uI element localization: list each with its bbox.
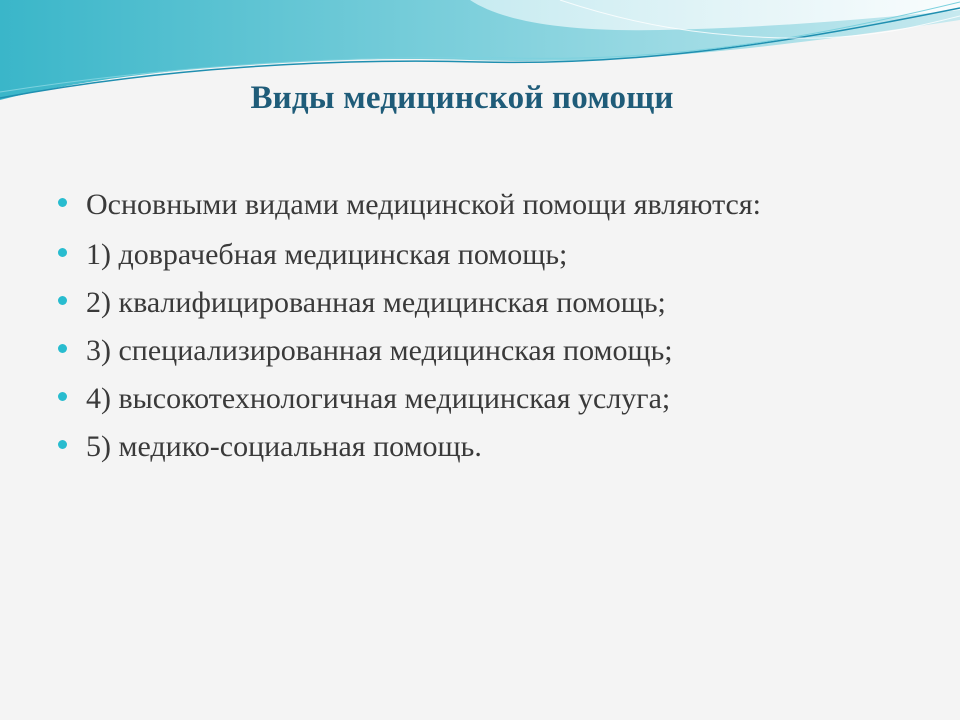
bullet-text: Основными видами медицинской помощи являются: [86, 188, 761, 221]
bullet-icon [58, 344, 67, 353]
bullet-list [58, 186, 898, 476]
bullet-text: 3) специализированная медицинская помощь; [86, 334, 673, 367]
list-item [58, 186, 898, 224]
bullet-text: 5) медико-социальная помощь. [86, 430, 482, 463]
list-item [58, 284, 898, 322]
bullet-text: 1) доврачебная медицинская помощь; [86, 238, 568, 271]
bullet-icon [58, 198, 67, 207]
bullet-text: 4) высокотехнологичная медицинская услуга; [86, 382, 671, 415]
bullet-text: 2) квалифицированная медицинская помощь; [86, 286, 666, 319]
bullet-icon [58, 248, 67, 257]
bullet-icon [58, 440, 67, 449]
bullet-icon [58, 392, 67, 401]
list-item [58, 236, 898, 274]
bullet-icon [58, 296, 67, 305]
list-item [58, 332, 898, 370]
list-item [58, 380, 898, 418]
slide-title: Виды медицинской помощи [250, 80, 674, 116]
list-item [58, 428, 898, 466]
